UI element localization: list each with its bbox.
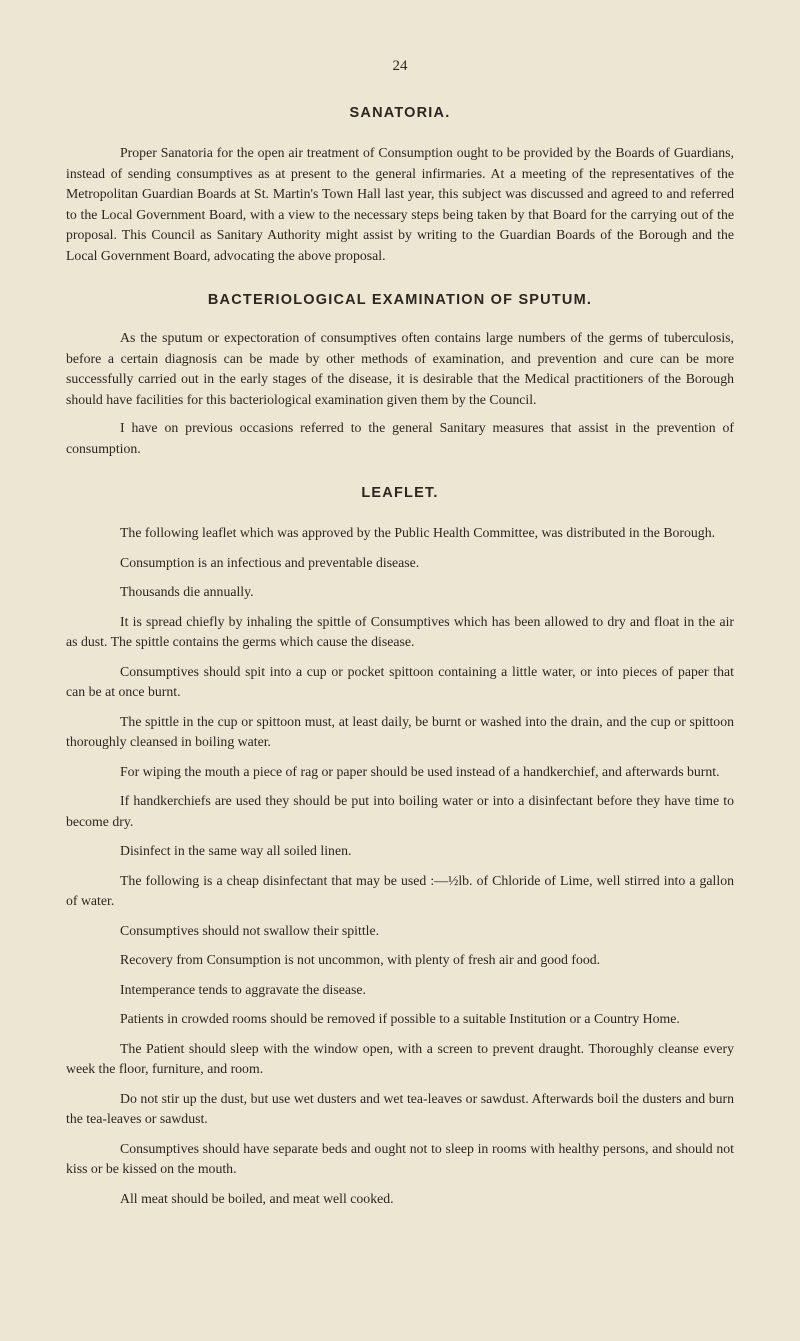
section-heading-leaflet: LEAFLET.: [361, 485, 439, 501]
leaflet-paragraph: Recovery from Consumption is not uncommon, with plenty of fresh air and good food.: [120, 952, 601, 967]
leaflet-paragraph: It is spread chiefly by inhaling the spittle of Consumptives which has been allowed to dry and float in the air as dust. The spittle contains the germs which cause the disease.: [66, 613, 734, 649]
leaflet-paragraph: Thousands die annually.: [120, 584, 254, 599]
leaflet-paragraph: All meat should be boiled, and meat well cooked.: [120, 1190, 394, 1206]
page-number: 24: [392, 58, 408, 74]
section-sanatoria: [66, 105, 734, 266]
leaflet-paragraph: Consumptives should not swallow their spittle.: [120, 922, 380, 938]
section-leaflet: [66, 485, 734, 1209]
leaflet-paragraph: Do not stir up the dust, but use wet dusters and wet tea-leaves or sawdust. Afterwards boil the dusters and burn the tea-leaves or sawdust.: [66, 1090, 734, 1126]
leaflet-paragraph: The following is a cheap disinfectant that may be used :—½lb. of Chloride of Lime, well stirred into a gallon of water.: [66, 872, 734, 908]
leaflet-paragraph: The Patient should sleep with the window open, with a screen to prevent draught. Thoroughly cleanse every week the floor, furniture, and room.: [66, 1040, 734, 1076]
leaflet-paragraph: Disinfect in the same way all soiled linen.: [120, 843, 352, 858]
leaflet-paragraph: Intemperance tends to aggravate the disease.: [120, 981, 366, 997]
leaflet-paragraph: Patients in crowded rooms should be removed if possible to a suitable Institution or a Country Home.: [120, 1011, 680, 1026]
leaflet-paragraph: Consumptives should have separate beds and ought not to sleep in rooms with healthy persons, and should not kiss or be kissed on the mouth.: [66, 1140, 734, 1176]
paragraph: As the sputum or expectoration of consumptives often contains large numbers of the germs of tuberculosis, before a certain diagnosis can be made by other methods of examination, and prevention and cure can be more successfully carried out in the early stages of the disease, it is desirable that the Medical practitioners of the Borough should have facilities for this bacteriological examination given them by the Council.: [66, 330, 734, 407]
leaflet-paragraph: If handkerchiefs are used they should be put into boiling water or into a disinfectant before they have time to become dry.: [66, 793, 734, 829]
leaflet-paragraph: The spittle in the cup or spittoon must, at least daily, be burnt or washed into the drain, and the cup or spittoon thoroughly cleansed in boiling water.: [66, 713, 734, 749]
leaflet-paragraph: Consumption is an infectious and preventable disease.: [120, 554, 420, 570]
paragraph: I have on previous occasions referred to the general Sanitary measures that assist in the prevention of consumption.: [66, 420, 734, 456]
section-bacteriological-examination: [66, 292, 734, 459]
section-heading-bacteriological-examination: BACTERIOLOGICAL EXAMINATION OF SPUTUM.: [207, 292, 593, 308]
leaflet-paragraph: Consumptives should spit into a cup or pocket spittoon containing a little water, or into pieces of paper that can be at once burnt.: [66, 663, 734, 699]
paragraph: Proper Sanatoria for the open air treatment of Consumption ought to be provided by the Boards of Guardians, instead of sending consumptives as at present to the general infirmaries. At a meeting of the representatives of the Metropolitan Guardian Boards at St. Martin's Town Hall last year, this subject was discussed and agreed to and referred to the Local Government Board, with a view to the necessary steps being taken by that Board for the carrying out of the proposal. This Council as Sanitary Authority might assist by writing to the Guardian Boards of the Borough and the Local Government Board, advocating the above proposal.: [66, 145, 734, 263]
leaflet-paragraph: The following leaflet which was approved by the Public Health Committee, was distributed in the Borough.: [120, 525, 716, 540]
leaflet-paragraph: For wiping the mouth a piece of rag or paper should be used instead of a handkerchief, and afterwards burnt.: [120, 763, 720, 779]
section-heading-sanatoria: SANATORIA.: [349, 105, 451, 121]
